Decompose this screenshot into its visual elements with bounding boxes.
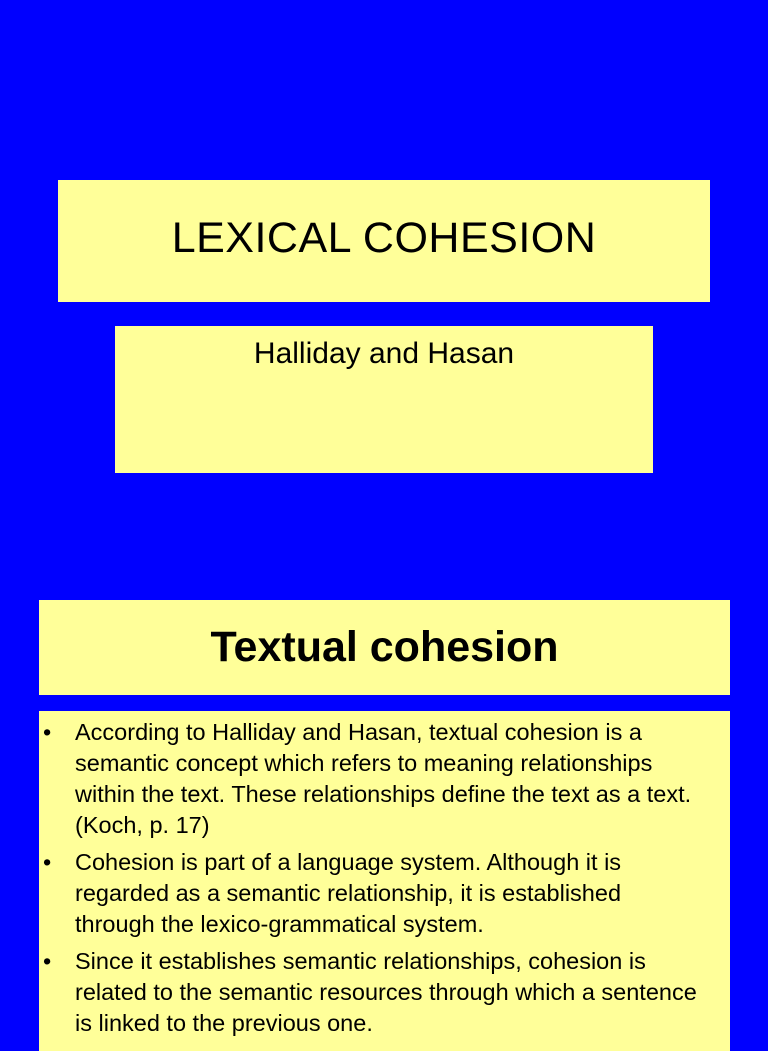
bullet-item [43, 847, 706, 940]
bullet-text: Cohesion is part of a language system. Although it is regarded as a semantic relationship, it is established through the lexico-grammatical system. [75, 849, 622, 937]
bullet-icon: • [43, 849, 52, 875]
bullet-list [43, 717, 706, 1039]
section-title: Textual cohesion [210, 623, 559, 671]
bullet-icon: • [43, 719, 52, 745]
section-title-box [39, 600, 730, 695]
bullet-item [43, 717, 706, 841]
bullet-icon: • [43, 948, 52, 974]
title-box [58, 180, 710, 302]
slide-title: LEXICAL COHESION [171, 213, 597, 262]
subtitle-box [115, 326, 653, 473]
bullet-box [39, 711, 730, 1051]
bullet-text: Since it establishes semantic relationships, cohesion is related to the semantic resources through which a sentence is linked to the previous one. [75, 948, 697, 1036]
bullet-text: According to Halliday and Hasan, textual cohesion is a semantic concept which refers to meaning relationships within the text. These relationships define the text as a text. (Koch, p. 17) [75, 719, 692, 838]
slide-subtitle: Halliday and Hasan [253, 337, 515, 370]
bullet-item [43, 946, 706, 1039]
